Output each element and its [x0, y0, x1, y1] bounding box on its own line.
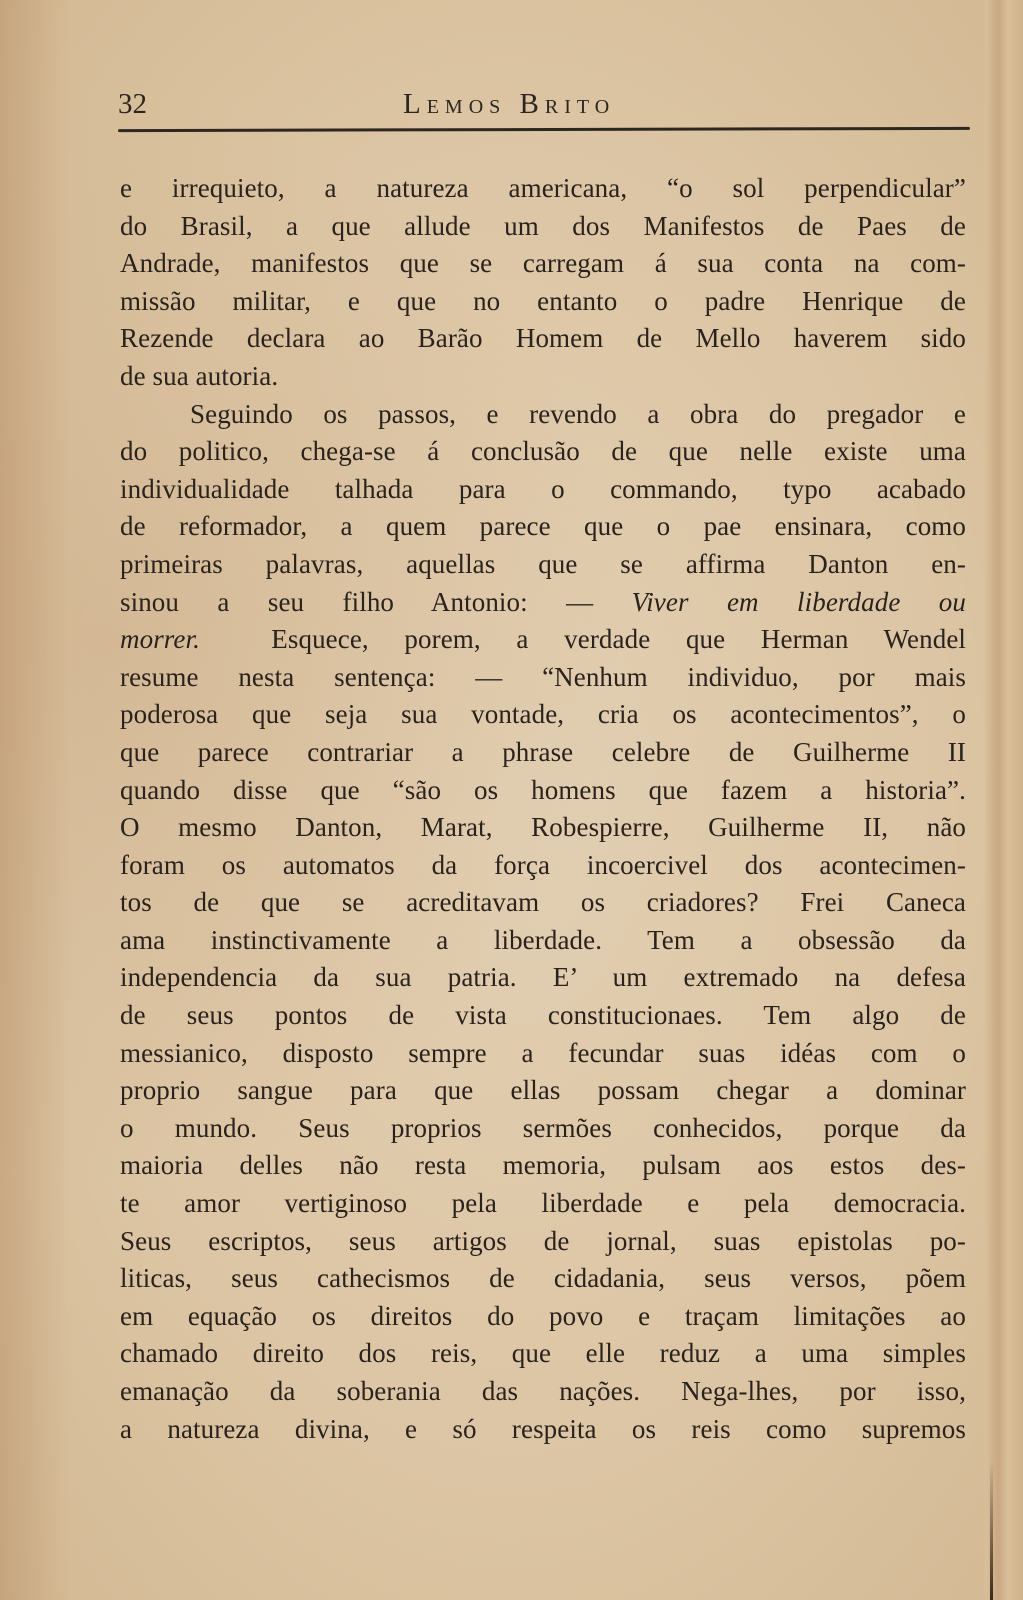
body-text [120, 170, 966, 1448]
text-line: do Brasil, a que allude um dos Manifestos de Paes de [120, 210, 966, 241]
text-line: poderosa que seja sua vontade, cria os acontecimentos”, o [120, 699, 966, 730]
text-line: maioria delles não resta memoria, pulsam aos estos des- [120, 1150, 966, 1181]
text-line: de seus pontos de vista constitucionaes. Tem algo de [120, 1000, 966, 1031]
text-line-with-italic [120, 584, 966, 622]
text-line: primeiras palavras, aquellas que se affirma Danton en- [120, 548, 966, 579]
text-line: a natureza divina, e só respeita os reis como supremos [120, 1413, 966, 1444]
text-line: missão militar, e que no entanto o padre Henrique de [120, 285, 966, 316]
text-line: messianico, disposto sempre a fecundar suas idéas com o [120, 1037, 966, 1068]
text-line-with-italic [120, 621, 966, 659]
italic-quote-end: morrer. [120, 624, 200, 655]
text-line: liticas, seus cathecismos de cidadania, seus versos, põem [120, 1263, 966, 1294]
text-line: quando disse que “são os homens que fazem a historia”. [120, 774, 966, 805]
text-line: que parece contrariar a phrase celebre de Guilherme II [120, 736, 966, 767]
page-number: 32 [118, 88, 147, 120]
text-line: Rezende declara ao Barão Homem de Mello haverem sido [120, 323, 966, 354]
text-line: o mundo. Seus proprios sermões conhecidos, porque da [120, 1112, 966, 1143]
text-line: te amor vertiginoso pela liberdade e pela democracia. [120, 1188, 966, 1219]
spine-crease [990, 1460, 993, 1600]
text-line: ama instinctivamente a liberdade. Tem a obsessão da [120, 924, 966, 955]
text-line: do politico, chega-se á conclusão de que nelle existe uma [120, 436, 966, 467]
header-rule [118, 127, 970, 132]
book-spine-edge [985, 0, 1023, 1600]
text-line: Andrade, manifestos que se carregam á sua conta na com- [120, 248, 966, 279]
text-line: proprio sangue para que ellas possam chegar a dominar [120, 1075, 966, 1106]
page-edge-shadow [0, 0, 70, 1600]
text-line: Seus escriptos, seus artigos de jornal, suas epistolas po- [120, 1225, 966, 1256]
text-line: resume nesta sentença: — “Nenhum individuo, por mais [120, 661, 966, 692]
text-line: individualidade talhada para o commando, typo acabado [120, 473, 966, 504]
running-head-author: Lemos Brito [403, 88, 616, 120]
text-line: O mesmo Danton, Marat, Robespierre, Guilherme II, não [120, 812, 966, 843]
page-header [118, 82, 968, 122]
text-line: emanação da soberania das nações. Nega-lhes, por isso, [120, 1376, 966, 1406]
text-line: e irrequieto, a natureza americana, “o sol perpendicular” [120, 173, 966, 203]
text-line-paragraph-start: Seguindo os passos, e revendo a obra do pregador e [190, 398, 966, 429]
text-line: chamado direito dos reis, que elle reduz a uma simples [120, 1338, 966, 1369]
text-line: foram os automatos da força incoercivel dos acontecimen- [120, 849, 966, 880]
text-line: em equação os direitos do povo e traçam limitações ao [120, 1300, 966, 1331]
text-segment: Esquece, porem, a verdade que Herman Wendel [271, 624, 966, 655]
text-line-paragraph-end: de sua autoria. [120, 360, 279, 391]
text-line: independencia da sua patria. E’ um extremado na defesa [120, 962, 966, 993]
text-segment: sinou a seu filho Antonio: — [120, 586, 594, 617]
italic-quote: Viver em liberdade ou [631, 586, 966, 617]
text-line: tos de que se acreditavam os criadores? Frei Caneca [120, 887, 966, 918]
text-line: de reformador, a quem parece que o pae ensinara, como [120, 511, 966, 542]
